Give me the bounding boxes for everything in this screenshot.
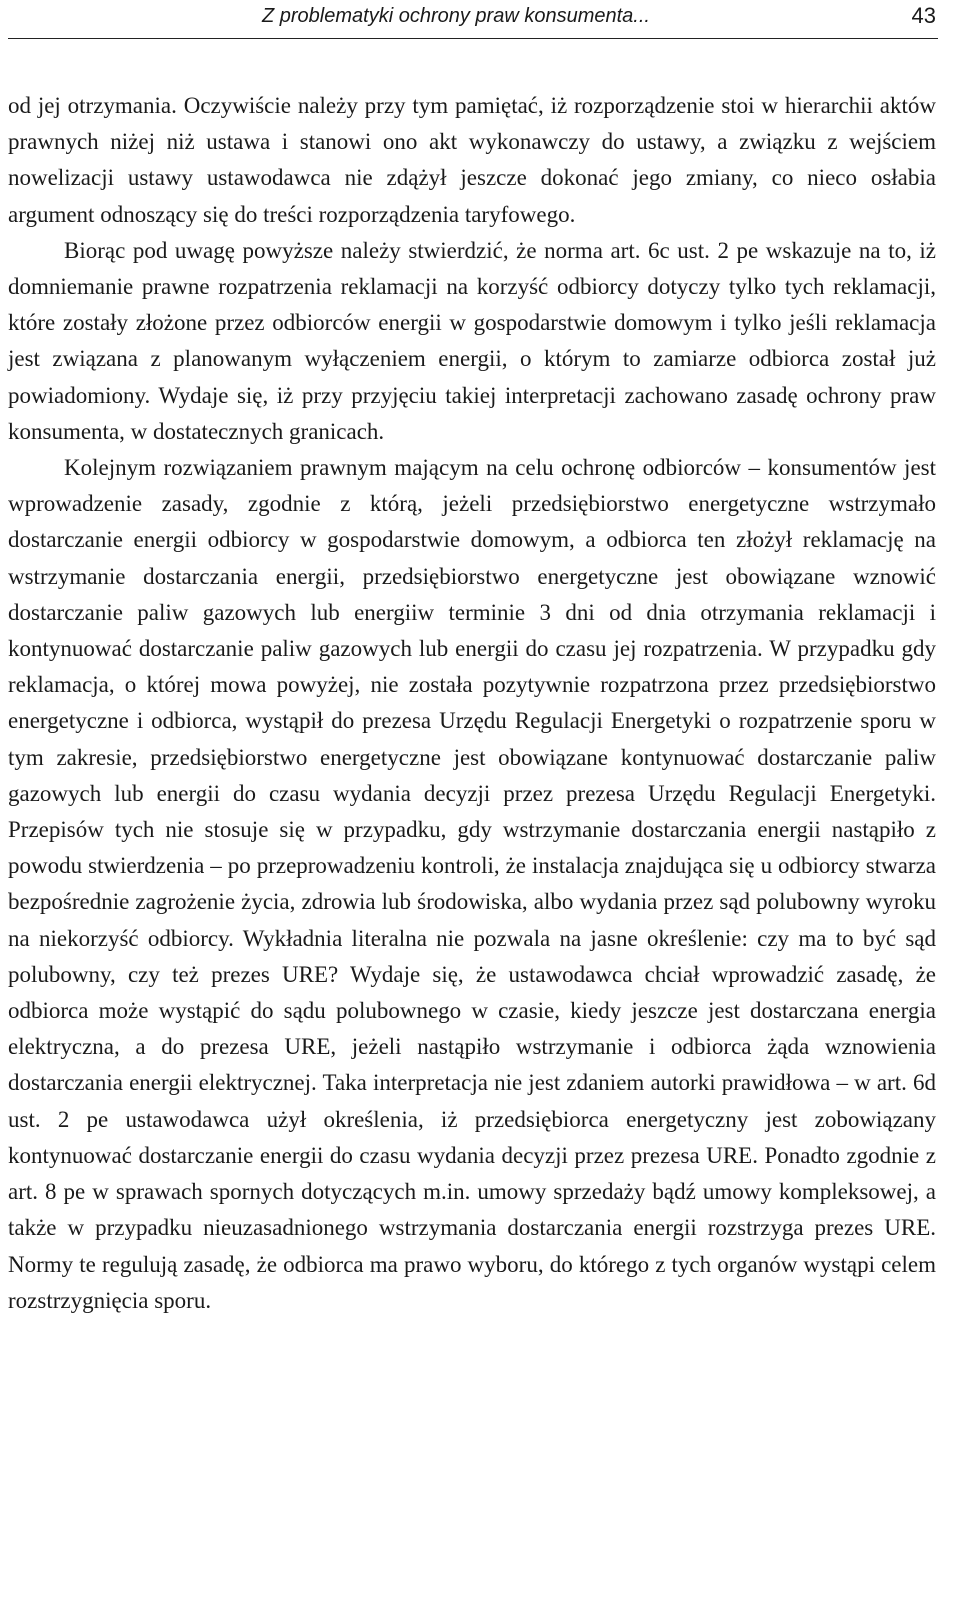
paragraph-2: Biorąc pod uwagę powyższe należy stwierdzić, że norma art. 6c ust. 2 pe wskazuje na to, iż domniemanie prawne rozpatrzenia reklamacji na korzyść odbiorcy dotyczy tylko tych reklamacji, które zostały złożone przez odbiorców energii w gospodarstwie domowym i tylko jeśli reklamacja jest związana z planowanym wyłączeniem energii, o którym to zamiarze odbiorca został już powiadomiony. Wydaje się, iż przy przyjęciu takiej interpretacji zachowano zasadę ochrony praw konsumenta, w dostatecznych granicach. bbox=[8, 237, 936, 444]
paragraph-1: od jej otrzymania. Oczywiście należy przy tym pamiętać, iż rozporządzenie stoi w hierarchii aktów prawnych niżej niż ustawa i stanowi ono akt wykonawczy do ustawy, a związku z wejściem nowelizacji ustawy ustawodawca nie zdążył jeszcze dokonać jego zmiany, co nieco osłabia argument odnoszący się do treści rozporządzenia taryfowego. bbox=[8, 93, 936, 227]
body-text bbox=[8, 88, 936, 1319]
running-header bbox=[8, 0, 938, 39]
page-number: 43 bbox=[911, 3, 936, 28]
header-title: Z problematyki ochrony praw konsumenta... bbox=[262, 5, 650, 27]
paragraph-3: Kolejnym rozwiązaniem prawnym mającym na celu ochronę odbiorców – konsumentów jest wprowadzenie zasady, zgodnie z którą, jeżeli przedsiębiorstwo energetyczne wstrzymało dostarczanie energii odbiorcy w gospodarstwie domowym, a odbiorca ten złożył reklamację na wstrzymanie dostarczania energii, przedsiębiorstwo energetyczne jest obowiązane wznowić dostarczanie paliw gazowych lub energiiw terminie 3 dni od dnia otrzymania reklamacji i kontynuować dostarczanie paliw gazowych lub energii do czasu jej rozpatrzenia. W przypadku gdy reklamacja, o której mowa powyżej, nie została pozytywnie rozpatrzona przez przedsiębiorstwo energetyczne i odbiorca, wystąpił do prezesa Urzędu Regulacji Energetyki o rozpatrzenie sporu w tym zakresie, przedsiębiorstwo energetyczne jest obowiązane kontynuować dostarczanie paliw gazowych lub energii do czasu wydania decyzji przez prezesa Urzędu Regulacji Energetyki. Przepisów tych nie stosuje się w przypadku, gdy wstrzymanie dostarczania energii nastąpiło z powodu stwierdzenia – po przeprowadzeniu kontroli, że instalacja znajdująca się u odbiorcy stwarza bezpośrednie zagrożenie życia, zdrowia lub środowiska, albo wydania przez sąd polubowny wyroku na niekorzyść odbiorcy. Wykładnia literalna nie pozwala na jasne określenie: czy ma to być sąd polubowny, czy też prezes URE? Wydaje się, że ustawodawca chciał wprowadzić zasadę, że odbiorca może wystąpić do sądu polubownego w czasie, kiedy jeszcze jest dostarczana energia elektryczna, a do prezesa URE, jeżeli nastąpiło wstrzymanie i odbiorca żąda wznowienia dostarczania energii elektrycznej. Taka interpretacja nie jest zdaniem autorki prawidłowa – w art. 6d ust. 2 pe ustawodawca użył określenia, iż przedsiębiorca energetyczny jest zobowiązany kontynuować dostarczanie energii do czasu wydania decyzji przez prezesa URE. Ponadto zgodnie z art. 8 pe w sprawach spornych dotyczących m.in. umowy sprzedaży bądź umowy kompleksowej, a także w przypadku nieuzasadnionego wstrzymania dostarczania energii rozstrzyga prezes URE. Normy te regulują zasadę, że odbiorca ma prawo wyboru, do którego z tych organów wystąpi celem rozstrzygnięcia sporu. bbox=[8, 455, 936, 1313]
